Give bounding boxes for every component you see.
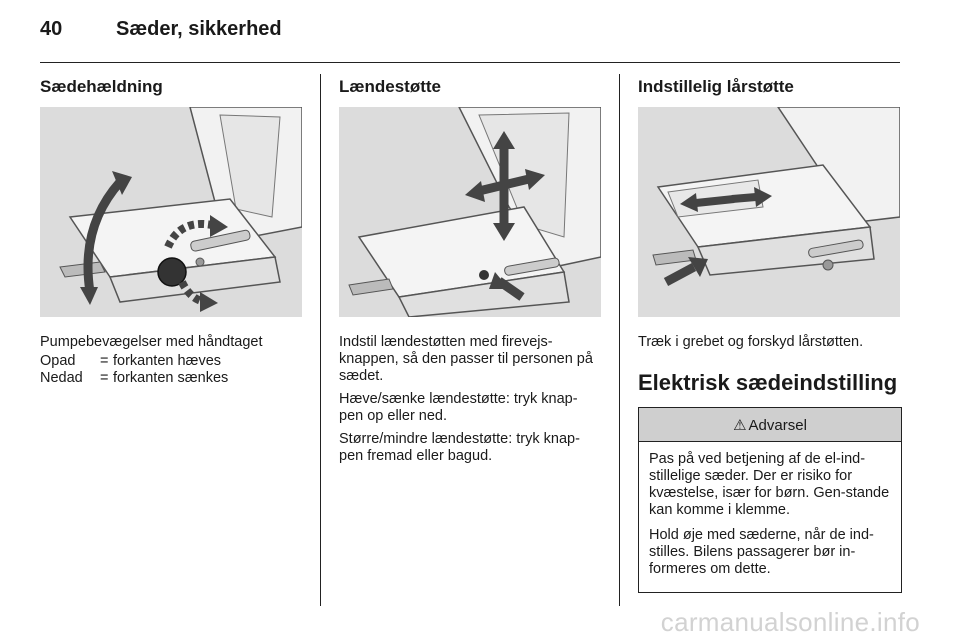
lumbar-paragraph: Større/mindre lændestøtte: tryk knap-pen fremad eller bagud. bbox=[339, 431, 580, 464]
legend-value: forkanten hæves bbox=[113, 353, 222, 369]
column-seat-tilt bbox=[40, 76, 302, 387]
warning-triangle-icon: ⚠ bbox=[733, 417, 747, 434]
lumbar-paragraph: Indstil lændestøtten med firevejs-knappen, så den passer til personen på sædet. bbox=[339, 334, 593, 384]
seat-tilt-heading: Sædehældning bbox=[40, 77, 163, 96]
section-title: Sæder, sikkerhed bbox=[116, 18, 282, 40]
thigh-support-illustration bbox=[638, 107, 900, 317]
warning-title-text: Advarsel bbox=[748, 417, 807, 434]
legend-value: forkanten sænkes bbox=[113, 370, 229, 386]
seat-tilt-caption: Pumpebevægelser med håndtaget bbox=[40, 334, 263, 350]
thigh-support-heading: Indstillelig lårstøtte bbox=[638, 77, 794, 96]
lumbar-text bbox=[339, 334, 601, 465]
warning-paragraph: Pas på ved betjening af de el-ind-stillelige sæder. Der er risiko for kvæstelse, især for børn. Gen-stande kan komme i klemme. bbox=[649, 451, 890, 518]
seat-tilt-legend bbox=[40, 353, 302, 387]
column-thigh-support bbox=[638, 76, 902, 593]
page-header bbox=[40, 18, 282, 41]
warning-box bbox=[638, 407, 902, 593]
watermark: carmanualsonline.info bbox=[660, 607, 920, 637]
warning-title bbox=[639, 408, 901, 442]
legend-key: Opad bbox=[40, 353, 76, 369]
seat-tilt-illustration bbox=[40, 107, 302, 317]
legend-key: Nedad bbox=[40, 370, 83, 386]
column-lumbar-support bbox=[339, 76, 601, 471]
legend-row-down bbox=[40, 370, 302, 387]
column-divider-2 bbox=[619, 74, 620, 606]
warning-body bbox=[639, 442, 901, 592]
header-rule bbox=[40, 62, 900, 63]
warning-paragraph: Hold øje med sæderne, når de ind-stilles. Bilens passagerer bør in-formeres om dette. bbox=[649, 527, 874, 577]
page-number: 40 bbox=[40, 18, 63, 40]
lumbar-paragraph: Hæve/sænke lændestøtte: tryk knap-pen op eller ned. bbox=[339, 391, 578, 424]
lumbar-illustration bbox=[339, 107, 601, 317]
legend-row-up bbox=[40, 353, 302, 370]
column-divider-1 bbox=[320, 74, 321, 606]
lumbar-heading: Lændestøtte bbox=[339, 77, 441, 96]
electric-seat-heading: Elektrisk sædeindstilling bbox=[638, 370, 898, 395]
thigh-support-caption: Træk i grebet og forskyd lårstøtten. bbox=[638, 334, 864, 350]
legend-eq: = bbox=[100, 370, 109, 386]
legend-eq: = bbox=[100, 353, 109, 369]
